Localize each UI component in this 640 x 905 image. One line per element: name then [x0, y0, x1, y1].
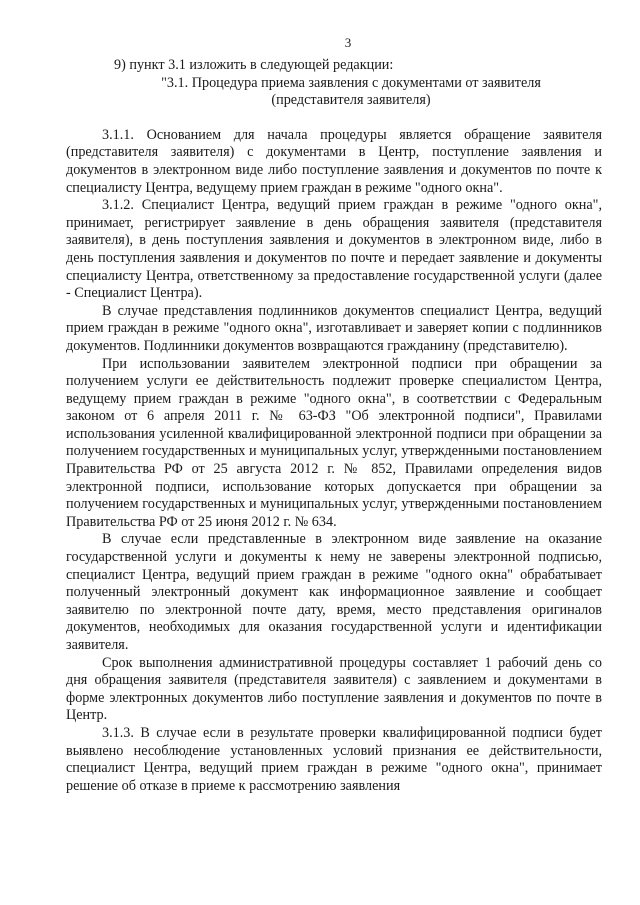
paragraph-original-documents: В случае представления подлинников документов специалист Центра, ведущий прием граждан в режиме "одного окна", изготавливает и заверяет копии с подлинников документов. Подлинники документов возвращаются гражданину (представителю).	[66, 302, 602, 354]
paragraph-3-1-2: 3.1.2. Специалист Центра, ведущий прием граждан в режиме "одного окна", принимает, регистрирует заявление в день обращения заявителя (представителя заявителя), в день поступления заявления и документов в электронном виде, либо в день поступления заявления и документов по почте и передает заявление и документы специалисту Центра, ответственному за предоставление государственной услуги (далее - Специалист Центра).	[66, 197, 602, 302]
section-heading	[66, 75, 602, 110]
document-body	[66, 57, 602, 795]
section-heading-line-2: (представителя заявителя)	[271, 92, 431, 109]
paragraph-unsigned-documents: В случае если представленные в электронном виде заявление на оказание государственной услуги и документы к нему не заверены электронной подписью, специалист Центра, ведущий прием граждан в режиме "одного окна" обрабатывает полученный электронный документ как информационное заявление и сообщает заявителю по электронной почте дату, время, место представления оригиналов документов, необходимых для оказания государственной услуги и идентификации заявителя.	[66, 531, 602, 653]
amendment-intro: 9) пункт 3.1 изложить в следующей редакции:	[114, 57, 394, 73]
page-number: 3	[344, 35, 352, 50]
paragraph-3-1-1: 3.1.1. Основанием для начала процедуры является обращение заявителя (представителя заявителя) с документами в Центр, поступление заявления и документов в электронном виде либо поступление заявления и документов по почте к специалисту Центра, ведущему прием граждан в режиме "одного окна".	[66, 126, 602, 196]
paragraph-procedure-term: Срок выполнения административной процедуры составляет 1 рабочий день со дня обращения заявителя (представителя заявителя) с заявлением и документами в форме электронных документов либо поступление заявления и документов по почте в Центр.	[66, 654, 602, 724]
paragraph-3-1-3: 3.1.3. В случае если в результате проверки квалифицированной подписи будет выявлено несоблюдение установленных условий признания ее действительности, специалист Центра, ведущий прием граждан в режиме "одного окна", принимает решение об отказе в приеме к рассмотрению заявления	[66, 724, 602, 794]
section-heading-line-1: "3.1. Процедура приема заявления с документами от заявителя	[161, 74, 541, 91]
paragraph-electronic-signature: При использовании заявителем электронной подписи при обращении за получением услуги ее действительность подлежит проверке специалистом Центра, ведущему прием граждан в режиме "одного окна", в соответствии с Федеральным законом от 6 апреля 2011 г. № 63-ФЗ "Об электронной подписи", Правилами использования усиленной квалифицированной электронной подписи при обращении за получением государственных и муниципальных услуг, утвержденными постановлением Правительства РФ от 25 августа 2012 г. № 852, Правилами определения видов электронной подписи, использование которых допускается при обращении за получением государственных и муниципальных услуг, утвержденными постановлением Правительства РФ от 25 июня 2012 г. № 634.	[66, 355, 602, 530]
